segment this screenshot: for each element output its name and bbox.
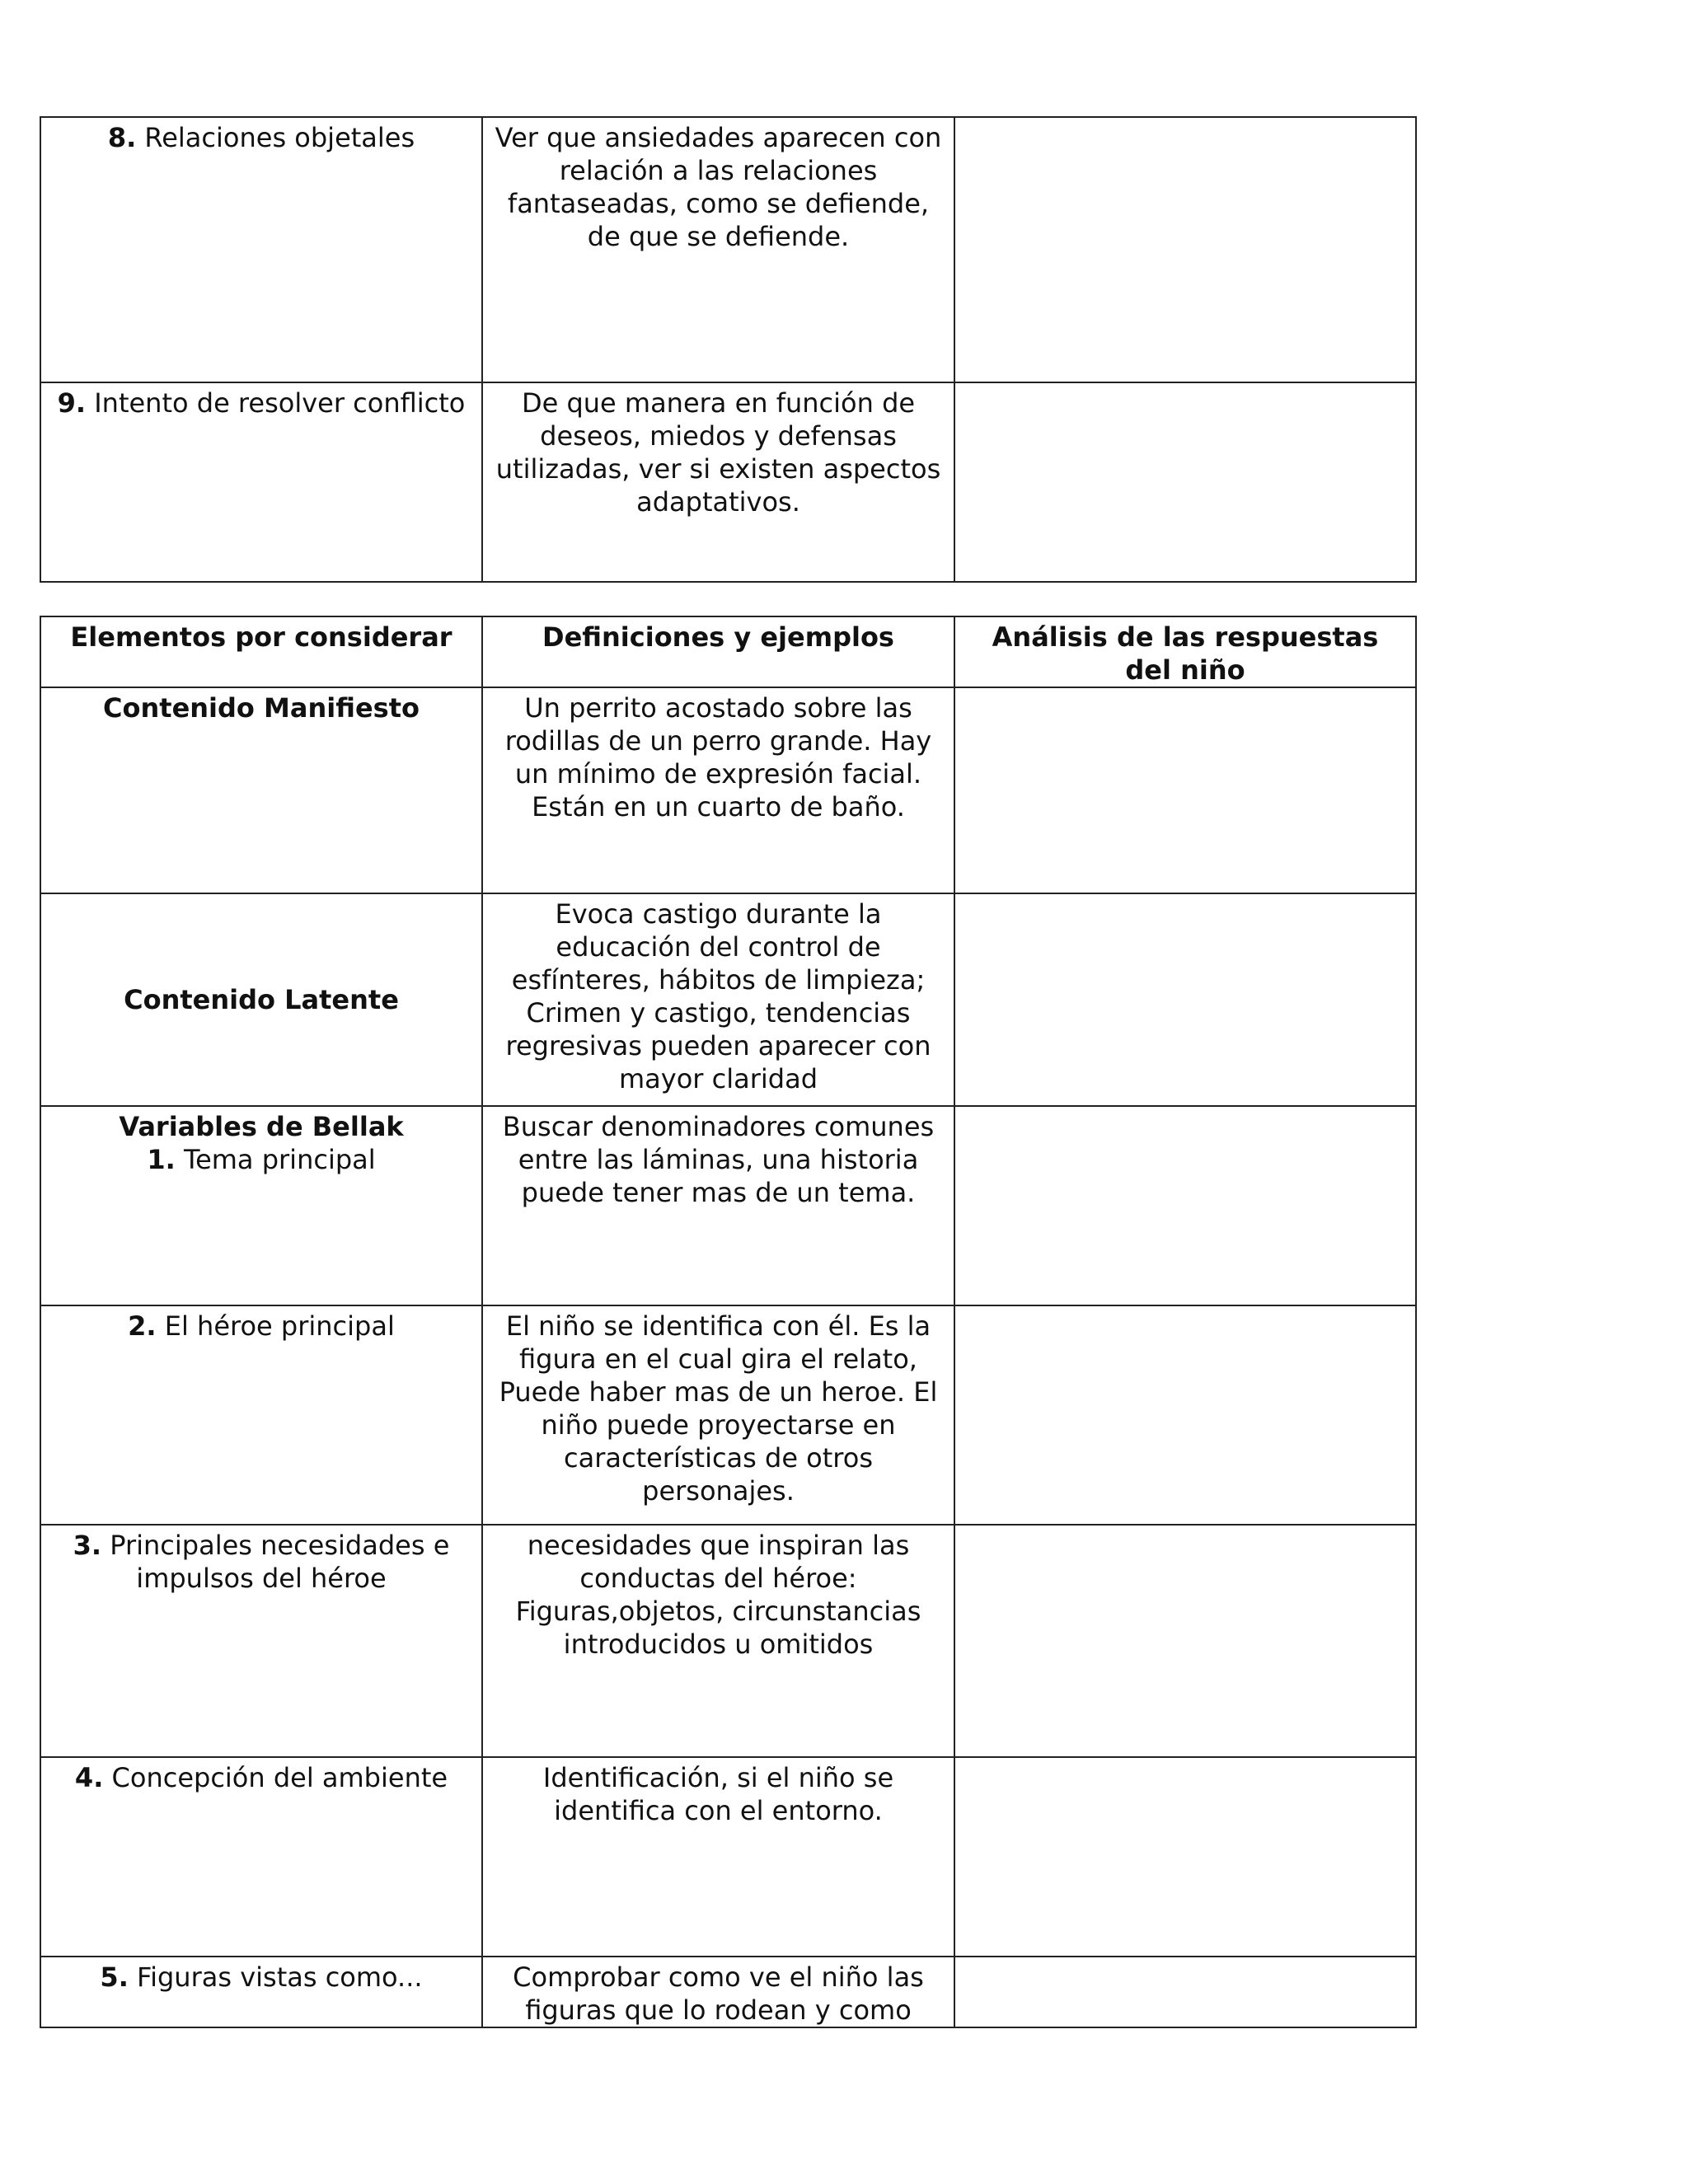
analysis-cell bbox=[954, 893, 1416, 1106]
analysis-cell bbox=[954, 1957, 1416, 2027]
item-number: 1. bbox=[147, 1144, 176, 1175]
table-row bbox=[40, 1305, 1416, 1525]
item-number: 3. bbox=[73, 1530, 102, 1561]
element-cell bbox=[40, 1957, 482, 2027]
analysis-cell bbox=[954, 117, 1416, 382]
item-label: Relaciones objetales bbox=[136, 122, 415, 153]
table-row bbox=[40, 382, 1416, 582]
element-cell bbox=[40, 1525, 482, 1757]
analysis-cell bbox=[954, 382, 1416, 582]
table-row bbox=[40, 1757, 1416, 1957]
element-cell bbox=[40, 1106, 482, 1305]
item-label: El héroe principal bbox=[156, 1310, 395, 1342]
definition-cell: necesidades que inspiran las conductas del héroe: Figuras,objetos, circunstancias introducidos u omitidos bbox=[482, 1525, 954, 1757]
analysis-cell bbox=[954, 1106, 1416, 1305]
definition-cell: De que manera en función de deseos, miedos y defensas utilizadas, ver si existen aspectos adaptativos. bbox=[482, 382, 954, 582]
cat-analysis-table bbox=[40, 616, 1417, 2028]
element-cell: Contenido Manifiesto bbox=[40, 687, 482, 893]
table-row bbox=[40, 687, 1416, 893]
definition-cell: Un perrito acostado sobre las rodillas de un perro grande. Hay un mínimo de expresión facial. Están en un cuarto de baño. bbox=[482, 687, 954, 893]
header-definiciones: Definiciones y ejemplos bbox=[482, 616, 954, 687]
element-cell bbox=[40, 117, 482, 382]
table-row bbox=[40, 1957, 1416, 2027]
element-cell bbox=[40, 1305, 482, 1525]
item-number: 9. bbox=[57, 387, 87, 419]
item-label: Concepción del ambiente bbox=[103, 1762, 448, 1793]
definition-cell: Ver que ansiedades aparecen con relación a las relaciones fantaseadas, como se defiende, de que se defiende. bbox=[482, 117, 954, 382]
table-row bbox=[40, 1525, 1416, 1757]
analysis-cell bbox=[954, 1757, 1416, 1957]
table-row bbox=[40, 1106, 1416, 1305]
item-label: Principales necesidades e impulsos del héroe bbox=[101, 1530, 450, 1594]
element-cell bbox=[40, 1757, 482, 1957]
item-number: 2. bbox=[128, 1310, 157, 1342]
definition-cell: Buscar denominadores comunes entre las láminas, una historia puede tener mas de un tema. bbox=[482, 1106, 954, 1305]
item-label: Figuras vistas como... bbox=[128, 1961, 423, 1993]
item-label: Tema principal bbox=[175, 1144, 376, 1175]
definition-cell: Evoca castigo durante la educación del control de esfínteres, hábitos de limpieza; Crimen y castigo, tendencias regresivas pueden aparecer con mayor claridad bbox=[482, 893, 954, 1106]
table-row bbox=[40, 117, 1416, 382]
item-number: 5. bbox=[100, 1961, 129, 1993]
header-elementos: Elementos por considerar bbox=[40, 616, 482, 687]
analysis-cell bbox=[954, 1305, 1416, 1525]
header-row bbox=[40, 616, 1416, 687]
analysis-cell bbox=[954, 1525, 1416, 1757]
table-row bbox=[40, 893, 1416, 1106]
item-number: 4. bbox=[74, 1762, 104, 1793]
element-cell: Contenido Latente bbox=[40, 893, 482, 1106]
definition-cell: Identificación, si el niño se identifica con el entorno. bbox=[482, 1757, 954, 1957]
header-analisis: Análisis de las respuestas del niño bbox=[954, 616, 1416, 687]
definition-cell: Comprobar como ve el niño las figuras que lo rodean y como bbox=[482, 1957, 954, 2027]
analysis-cell bbox=[954, 687, 1416, 893]
element-cell bbox=[40, 382, 482, 582]
object-relations-table bbox=[40, 116, 1417, 583]
item-label: Intento de resolver conflicto bbox=[86, 387, 466, 419]
section-title: Variables de Bellak bbox=[119, 1111, 404, 1142]
item-number: 8. bbox=[107, 122, 137, 153]
definition-cell: El niño se identifica con él. Es la figura en el cual gira el relato, Puede haber mas de un heroe. El niño puede proyectarse en características de otros personajes. bbox=[482, 1305, 954, 1525]
